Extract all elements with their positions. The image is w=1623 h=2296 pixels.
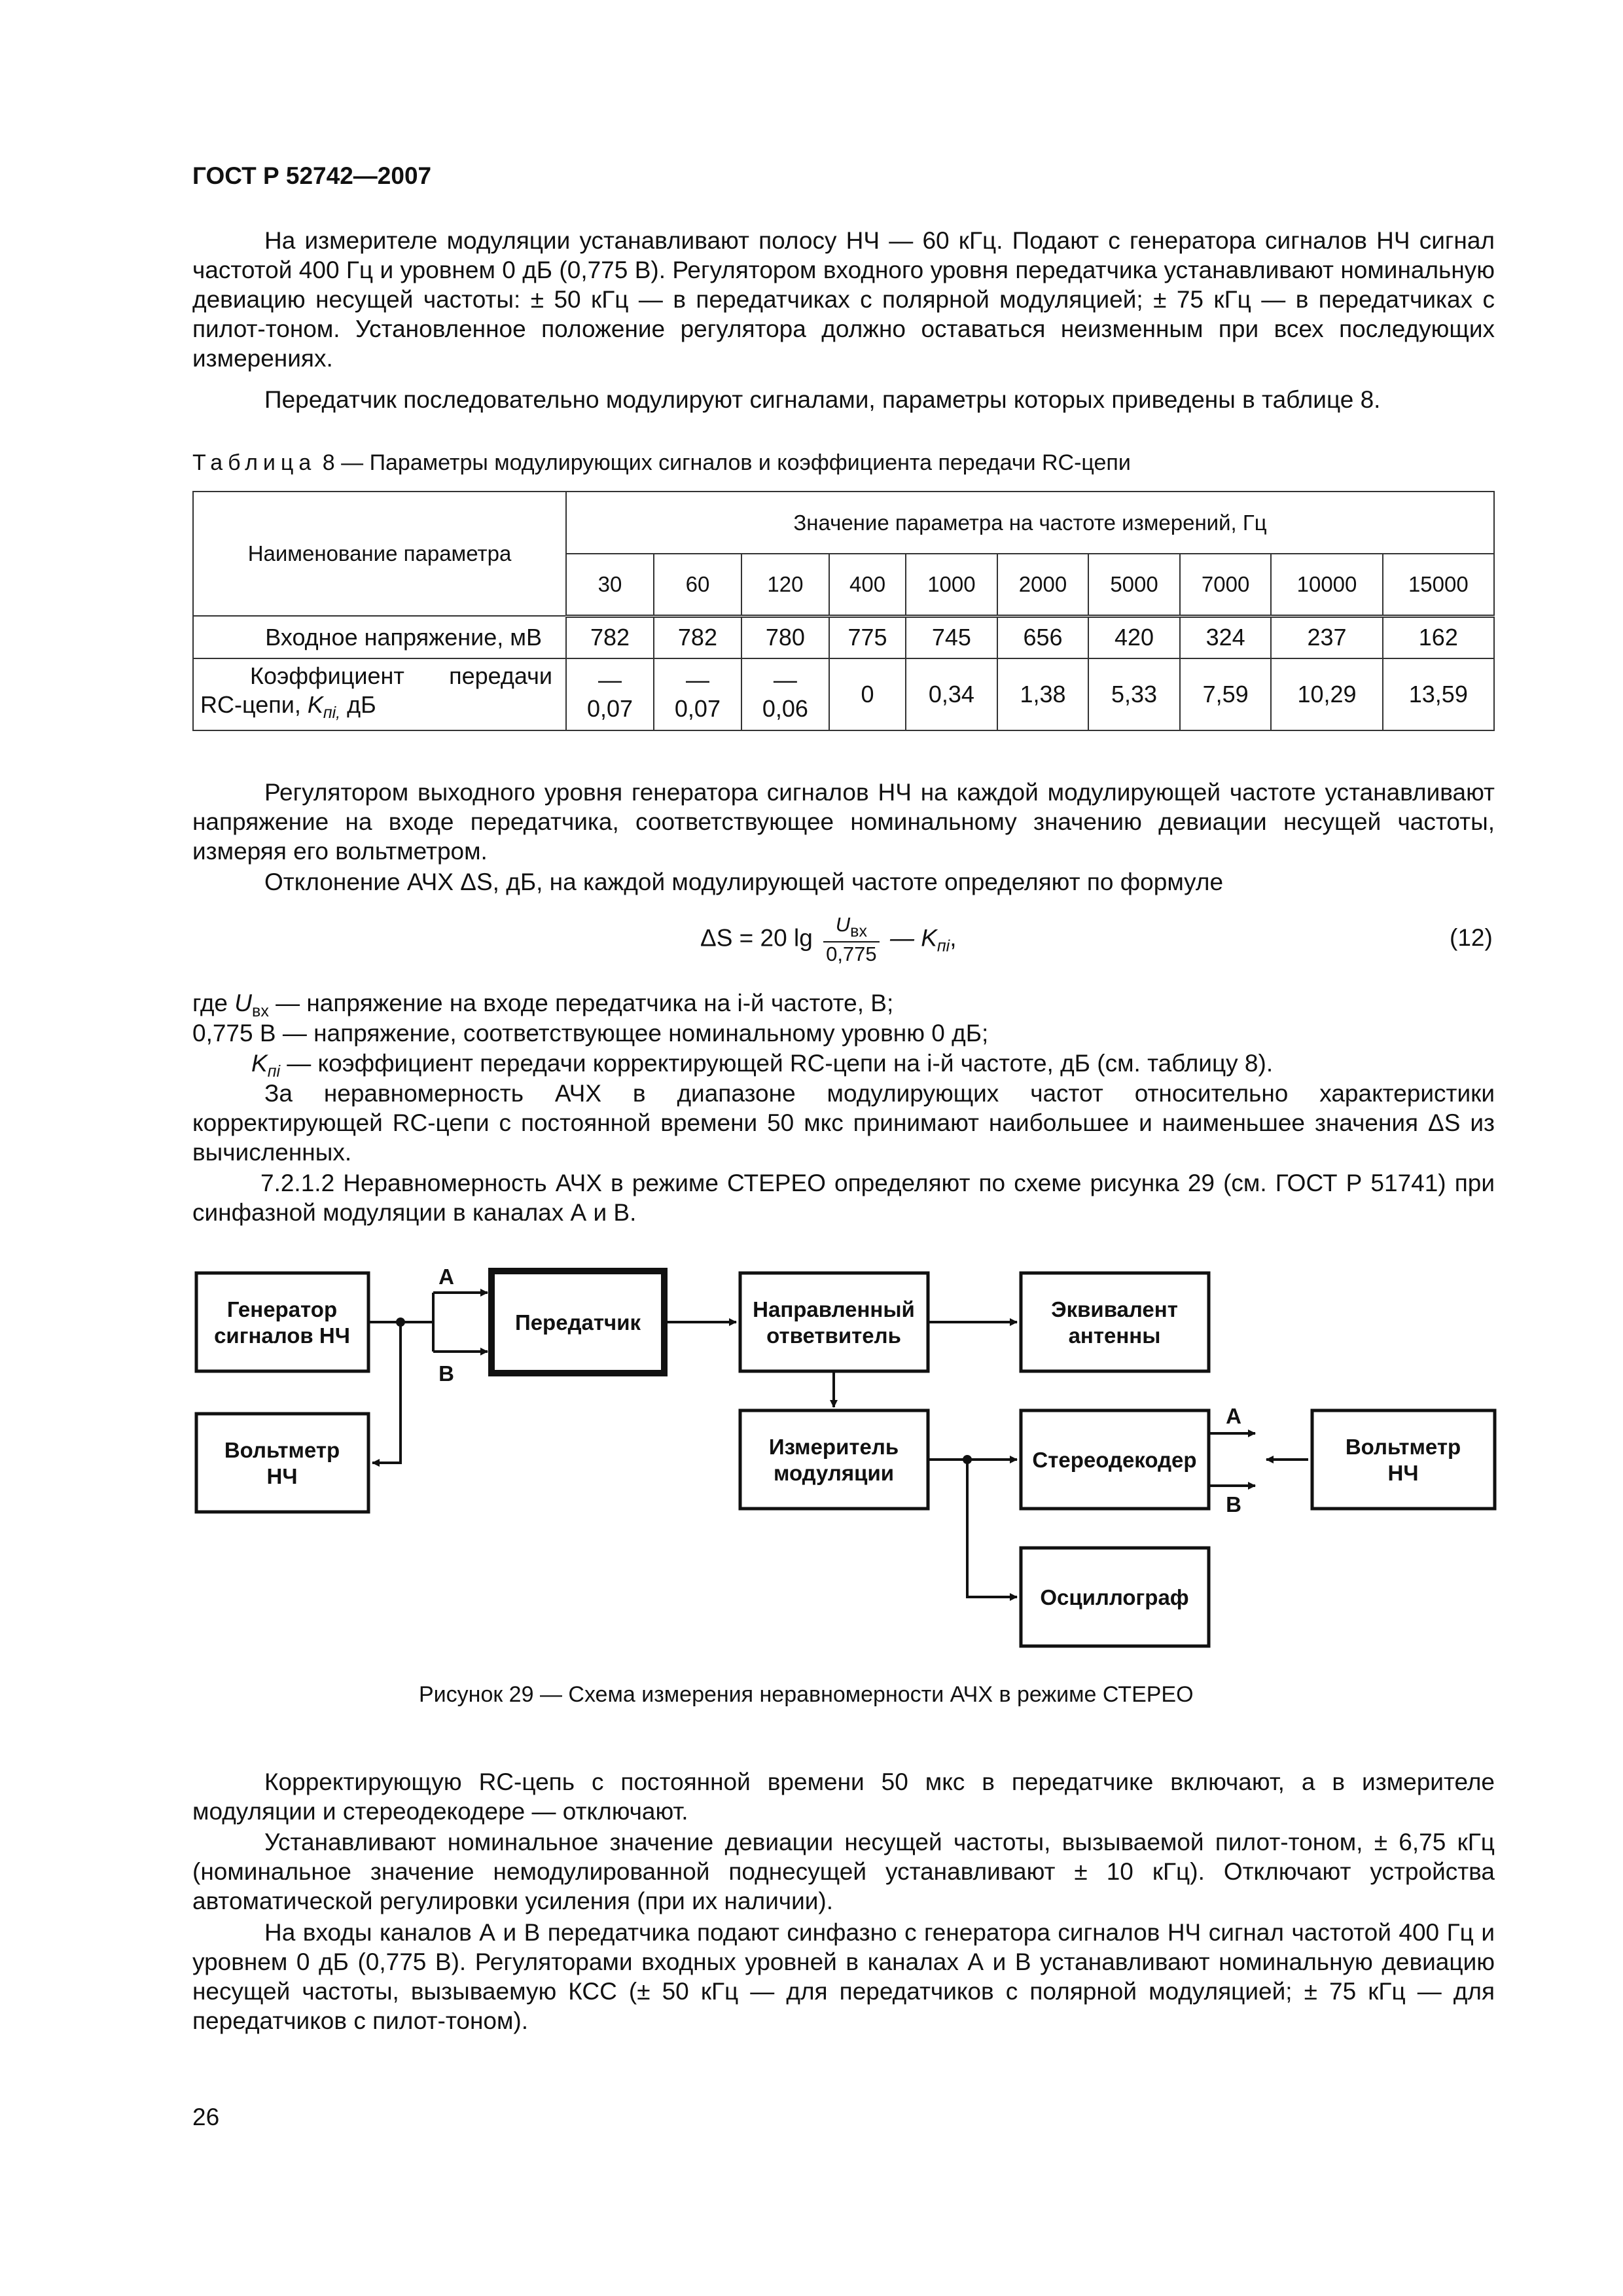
- value-cell: 7,59: [1180, 658, 1272, 730]
- page-number: 26: [192, 2104, 220, 2130]
- freq-cell: 1000: [906, 554, 997, 616]
- table-row: [193, 616, 1494, 658]
- value-cell: 0,34: [906, 658, 997, 730]
- freq-cell: 2000: [997, 554, 1089, 616]
- paragraph-rc-chain: Корректирующую RC-цепь с постоянной времени 50 мкс в передатчике включают, а в измерителе модуляции и стереодекодере — отключают.: [192, 1768, 1495, 1825]
- voltmeter-1-label: Вольтметр: [224, 1438, 340, 1462]
- value-cell: 0: [829, 658, 906, 730]
- paragraph-modulate: Передатчик последовательно модулируют сигналами, параметры которых приведены в таблице 8.: [264, 386, 1381, 413]
- decoder-channel-a-label: А: [1226, 1404, 1241, 1428]
- value-cell: — 0,06: [741, 658, 829, 730]
- paragraph-regulator: Регулятором выходного уровня генератора сигналов НЧ на каждой модулирующей частоте устанавливают напряжение на входе передатчика, соответствующее номинальному значению девиации несущей частоты, измеряя его вольтметром.: [192, 779, 1495, 865]
- paragraph-nonuniformity: За неравномерность АЧХ в диапазоне модулирующих частот относительно характеристики корректирующей RC-цепи с постоянной времени 50 мкс принимают наибольшее и наименьшее значения ΔS из вычисленных.: [192, 1080, 1495, 1166]
- paragraph-bandwidth: На измерителе модуляции устанавливают полосу НЧ — 60 кГц. Подают с генератора сигналов НЧ сигнал частотой 400 Гц и уровнем 0 дБ (0,775 В). Регулятором входного уровня передатчика устанавливают номинальную девиацию несущей частоты: ± 50 кГц — в передатчиках с полярной модуляцией; ± 75 кГц — в передатчиках с пилот-тоном. Установленное положение регулятора должно оставаться неизменным при всех последующих измерениях.: [192, 227, 1495, 372]
- freq-cell: 15000: [1383, 554, 1494, 616]
- value-cell: — 0,07: [566, 658, 654, 730]
- directional-coupler-label: Направленный: [753, 1297, 915, 1321]
- channel-a-label: А: [438, 1265, 454, 1289]
- voltmeter-2-label: Вольтметр: [1345, 1435, 1461, 1459]
- parameters-table: [192, 491, 1495, 731]
- where-line-2: 0,775 В — напряжение, соответствующее номинальному уровню 0 дБ;: [192, 1020, 989, 1047]
- formula-12: ΔS = 20 lg $\frac{U_{вх}}{0,775}$ — $K_{пi}$,: [700, 913, 957, 965]
- table-header-group: Значение параметра на частоте измерений, Гц: [566, 492, 1494, 554]
- where-line-3: $K_{пi}$ — коэффициент передачи корректирующей RC-цепи на i-й частоте, дБ (см. таблицу 8).: [251, 1050, 1274, 1081]
- modulation-meter-box: [740, 1410, 928, 1509]
- modulation-meter-label: модуляции: [773, 1461, 895, 1485]
- table-row: [193, 658, 1494, 730]
- freq-cell: 7000: [1180, 554, 1272, 616]
- paragraph-7-2-1-2: 7.2.1.2 Неравномерность АЧХ в режиме СТЕРЕО определяют по схеме рисунка 29 (см. ГОСТ Р 51741) при синфазной модуляции в каналах А и В.: [192, 1170, 1495, 1226]
- voltmeter-feed-arrow: [372, 1322, 401, 1463]
- stereo-decoder-label: Стереодекодер: [1032, 1448, 1197, 1472]
- row-name: Коэффициент передачи RC-цепи, $K_{пi,}$ дБ: [193, 658, 566, 730]
- freq-cell: 400: [829, 554, 906, 616]
- value-cell: 745: [906, 616, 997, 658]
- where-line-1: где $U_{вх}$ — напряжение на входе передатчика на i-й частоте, В;: [192, 990, 894, 1020]
- channel-b-label: В: [438, 1361, 454, 1386]
- value-cell: 782: [566, 616, 654, 658]
- value-cell: 5,33: [1088, 658, 1180, 730]
- freq-cell: 60: [654, 554, 741, 616]
- freq-cell: 5000: [1088, 554, 1180, 616]
- freq-cell: 30: [566, 554, 654, 616]
- voltmeter-2-box: [1312, 1410, 1495, 1509]
- freq-cell: 120: [741, 554, 829, 616]
- value-cell: 10,29: [1271, 658, 1382, 730]
- value-cell: 237: [1271, 616, 1382, 658]
- table-caption: Таблица 8 — Параметры модулирующих сигналов и коэффициента передачи RC-цепи: [192, 450, 1131, 475]
- paragraph-inputs: На входы каналов А и В передатчика подают синфазно с генератора сигналов НЧ сигнал частотой 400 Гц и уровнем 0 дБ (0,775 В). Регуляторами входных уровней в каналах А и В устанавливают номинальную девиацию несущей частоты, вызываемую КСС (± 50 кГц — для передатчиков с полярной модуляцией; ± 75 кГц — для передатчиков с пилот-тоном).: [192, 1919, 1495, 2034]
- paragraph-pilot-tone: Устанавливают номинальное значение девиации несущей частоты, вызываемой пилот-тоном, ± 6,75 кГц (номинальное значение немодулированной поднесущей устанавливают ± 10 кГц). Отключают устройства автоматической регулировки усиления (при их наличии).: [192, 1829, 1495, 1914]
- row-name: Входное напряжение, мВ: [193, 616, 566, 658]
- value-cell: 162: [1383, 616, 1494, 658]
- transmitter-label: Передатчик: [514, 1310, 641, 1335]
- document-header: ГОСТ Р 52742—2007: [192, 162, 432, 189]
- antenna-equivalent-label: антенны: [1068, 1323, 1161, 1348]
- table-header-param: Наименование параметра: [193, 492, 566, 616]
- generator-box: [196, 1273, 368, 1371]
- voltmeter-1-box: [196, 1414, 368, 1512]
- decoder-channel-b-label: В: [1226, 1492, 1241, 1516]
- voltmeter-1-label: НЧ: [266, 1464, 298, 1488]
- formula-fraction: $\frac{U_{вх}}{0,775}$: [823, 913, 880, 966]
- antenna-equivalent-label: Эквивалент: [1051, 1297, 1178, 1321]
- oscilloscope-label: Осциллограф: [1040, 1585, 1189, 1609]
- value-cell: 780: [741, 616, 829, 658]
- figure-caption: Рисунок 29 — Схема измерения неравномерности АЧХ в режиме СТЕРЕО: [419, 1682, 1194, 1707]
- value-cell: 13,59: [1383, 658, 1494, 730]
- generator-label: сигналов НЧ: [214, 1323, 350, 1348]
- block-diagram: [0, 1244, 1623, 1676]
- freq-cell: 10000: [1271, 554, 1382, 616]
- value-cell: — 0,07: [654, 658, 741, 730]
- directional-coupler-box: [740, 1273, 928, 1371]
- paragraph-deviation: Отклонение АЧХ ΔS, дБ, на каждой модулирующей частоте определяют по формуле: [264, 869, 1224, 895]
- value-cell: 656: [997, 616, 1089, 658]
- modulation-meter-label: Измеритель: [768, 1435, 899, 1459]
- generator-label: Генератор: [226, 1297, 338, 1321]
- antenna-equivalent-box: [1021, 1273, 1209, 1371]
- value-cell: 782: [654, 616, 741, 658]
- value-cell: 324: [1180, 616, 1272, 658]
- voltmeter-2-label: НЧ: [1387, 1461, 1419, 1485]
- value-cell: 1,38: [997, 658, 1089, 730]
- equation-number: (12): [1450, 924, 1493, 951]
- value-cell: 775: [829, 616, 906, 658]
- value-cell: 420: [1088, 616, 1180, 658]
- directional-coupler-label: ответвитель: [766, 1323, 901, 1348]
